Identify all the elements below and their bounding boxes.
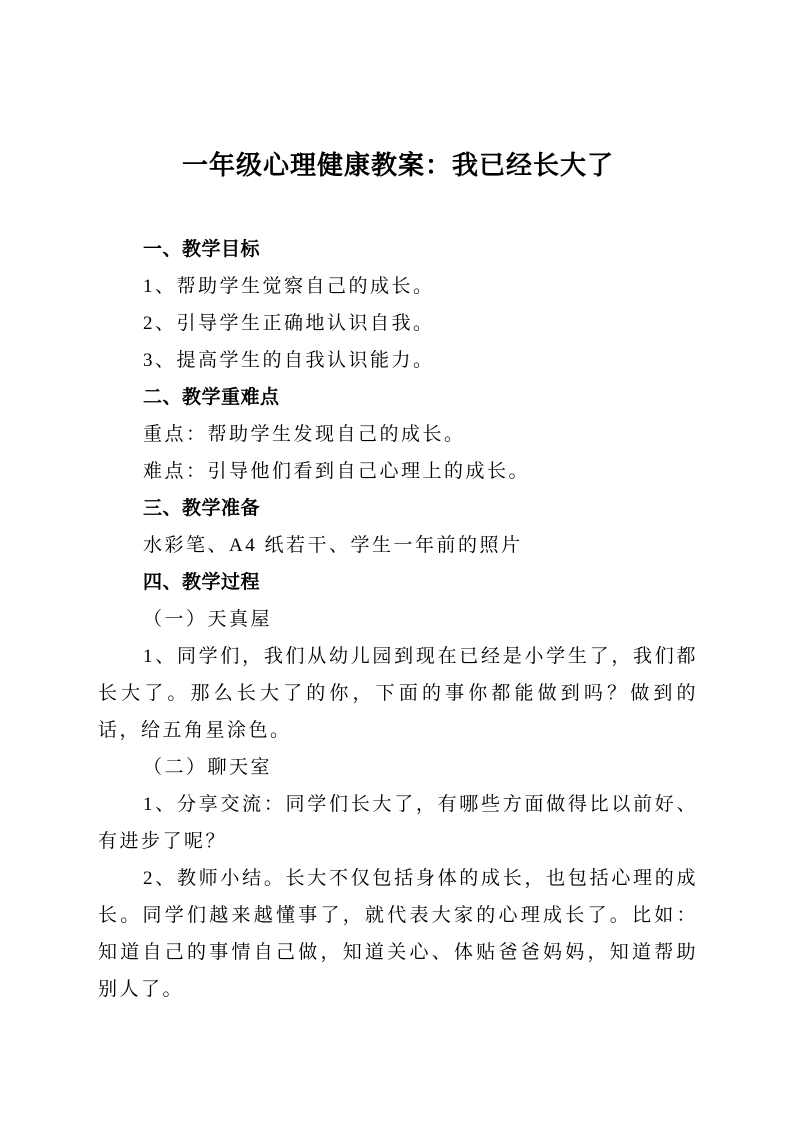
section-1-heading: 一、教学目标: [143, 239, 261, 260]
section-1-paragraph-3: 3、提高学生的自我认识能力。: [143, 350, 435, 371]
section-4-paragraph-2: 1、分享交流：同学们长大了，有哪些方面做得比以前好、有进步了呢？: [98, 794, 698, 852]
section-2-paragraph-1: 重点：帮助学生发现自己的成长。: [143, 424, 466, 445]
section-4-paragraph-1: 1、同学们，我们从幼儿园到现在已经是小学生了，我们都长大了。那么长大了的你，下面的事你都能做到吗？做到的话，给五角星涂色。: [98, 646, 698, 741]
document-title: 一年级心理健康教案：我已经长大了: [181, 151, 614, 180]
section-1-paragraph-1: 1、帮助学生觉察自己的成长。: [143, 276, 435, 297]
section-1-paragraph-2: 2、引导学生正确地认识自我。: [143, 313, 435, 334]
section-2-paragraph-2: 难点：引导他们看到自己心理上的成长。: [143, 461, 531, 482]
section-2-heading: 二、教学重难点: [143, 387, 280, 408]
section-4-paragraph-3: 2、教师小结。长大不仅包括身体的成长，也包括心理的成长。同学们越来越懂事了，就代表大家的心理成长了。比如：知道自己的事情自己做，知道关心、体贴爸爸妈妈，知道帮助别人了。: [98, 868, 698, 1000]
section-4-heading: 四、教学过程: [143, 572, 261, 593]
section-4-subheading-1: （一）天真屋: [143, 609, 273, 630]
section-3-heading: 三、教学准备: [143, 498, 261, 519]
section-4-subheading-2: （二）聊天室: [143, 757, 273, 778]
section-3-paragraph-1: 水彩笔、A4 纸若干、学生一年前的照片: [143, 535, 523, 556]
